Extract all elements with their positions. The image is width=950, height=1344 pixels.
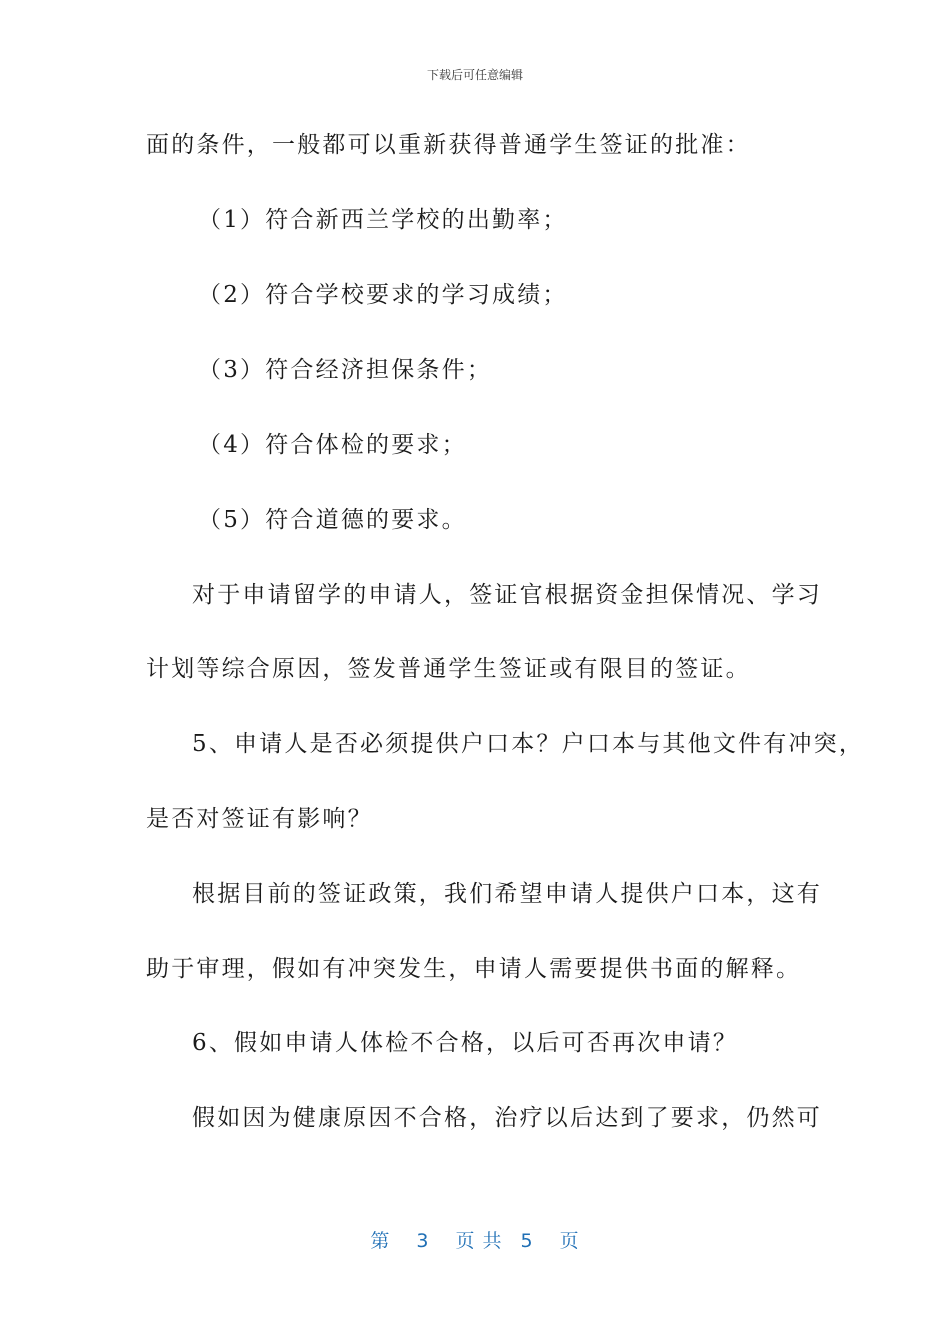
list-item: （5）符合道德的要求。 (198, 507, 467, 533)
page-footer (0, 1226, 950, 1253)
paragraph-line: 假如因为健康原因不合格，治疗以后达到了要求，仍然可 (192, 1105, 822, 1131)
page-prefix: 第 (370, 1230, 391, 1252)
page-current-number: 3 (416, 1230, 430, 1252)
question-heading: 是否对签证有影响？ (146, 806, 373, 832)
paragraph-line: 对于申请留学的申请人，签证官根据资金担保情况、学习 (192, 582, 822, 608)
page-mid-text: 页 共 (455, 1230, 503, 1252)
paragraph-line: 根据目前的签证政策，我们希望申请人提供户口本，这有 (192, 881, 822, 907)
list-item: （1）符合新西兰学校的出勤率； (198, 207, 568, 233)
paragraph-line: 面的条件，一般都可以重新获得普通学生签证的批准： (146, 132, 751, 158)
page-total-number: 5 (520, 1230, 534, 1252)
list-item: （3）符合经济担保条件； (198, 357, 493, 383)
list-item: （2）符合学校要求的学习成绩； (198, 282, 568, 308)
page-suffix: 页 (559, 1230, 580, 1252)
list-item: （4）符合体检的要求； (198, 432, 467, 458)
question-heading: 5、申请人是否必须提供户口本？户口本与其他文件有冲突， (192, 731, 865, 757)
paragraph-line: 计划等综合原因，签发普通学生签证或有限目的签证。 (146, 656, 751, 682)
page-header-note: 下载后可任意编辑 (426, 68, 523, 82)
question-heading: 6、假如申请人体检不合格，以后可否再次申请？ (192, 1030, 739, 1056)
paragraph-line: 助于审理，假如有冲突发生，申请人需要提供书面的解释。 (146, 956, 802, 982)
